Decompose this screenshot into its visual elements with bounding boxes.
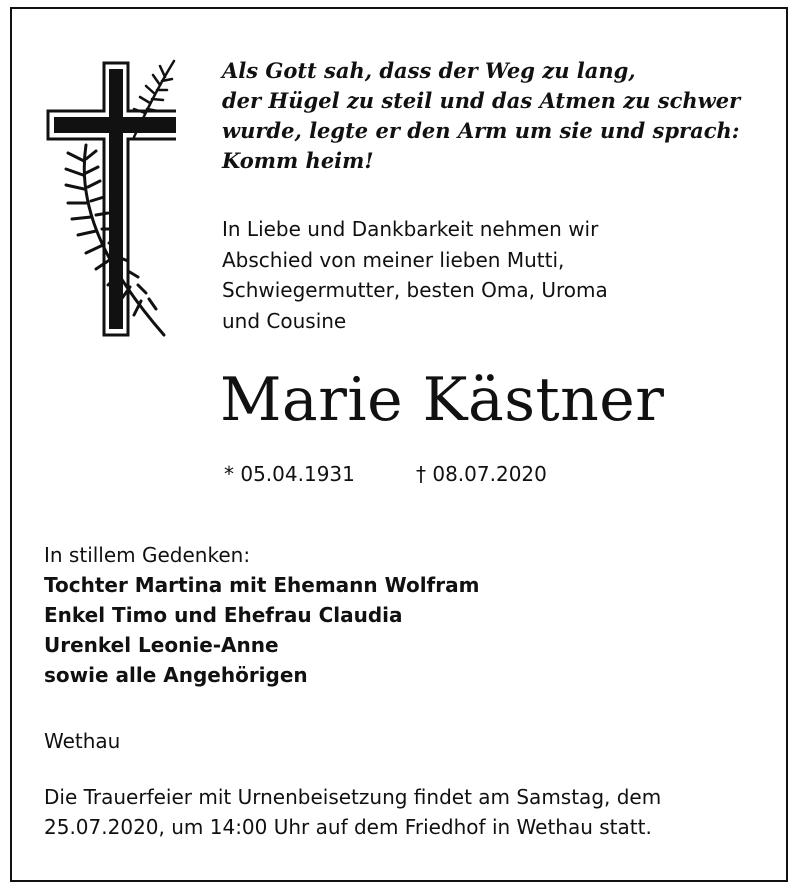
poem-line: Als Gott sah, dass der Weg zu lang, xyxy=(222,58,636,83)
poem xyxy=(222,56,762,176)
death-date: † 08.07.2020 xyxy=(416,462,547,486)
funeral-notice xyxy=(44,782,764,842)
farewell-text xyxy=(222,214,762,336)
mourner-entry: Urenkel Leonie-Anne xyxy=(44,633,279,657)
deceased-name: Marie Kästner xyxy=(220,365,665,435)
funeral-notice-line: Die Trauerfeier mit Urnenbeisetzung findet am Samstag, dem xyxy=(44,785,662,809)
life-dates xyxy=(224,460,764,488)
farewell-line: Abschied von meiner lieben Mutti, xyxy=(222,247,565,272)
birth-date: * 05.04.1931 xyxy=(224,462,355,486)
mourner-entry: sowie alle Angehörigen xyxy=(44,663,308,687)
mourner-entry: Enkel Timo und Ehefrau Claudia xyxy=(44,603,403,627)
poem-line: Komm heim! xyxy=(222,148,374,173)
poem-line: der Hügel zu steil und das Atmen zu schwer xyxy=(222,88,741,113)
cross-with-palm-branch-icon xyxy=(46,57,176,342)
mourners-list xyxy=(44,540,744,690)
mourners-heading: In stillem Gedenken: xyxy=(44,543,251,567)
mourner-entry: Tochter Martina mit Ehemann Wolfram xyxy=(44,573,480,597)
farewell-line: Schwiegermutter, besten Oma, Uroma xyxy=(222,278,608,302)
place-name: Wethau xyxy=(44,729,121,753)
poem-line: wurde, legte er den Arm um sie und sprach: xyxy=(222,118,740,143)
farewell-line: In Liebe und Dankbarkeit nehmen wir xyxy=(222,217,599,241)
farewell-line: und Cousine xyxy=(222,308,347,333)
funeral-notice-line: 25.07.2020, um 14:00 Uhr auf dem Friedhof in Wethau statt. xyxy=(44,815,652,839)
